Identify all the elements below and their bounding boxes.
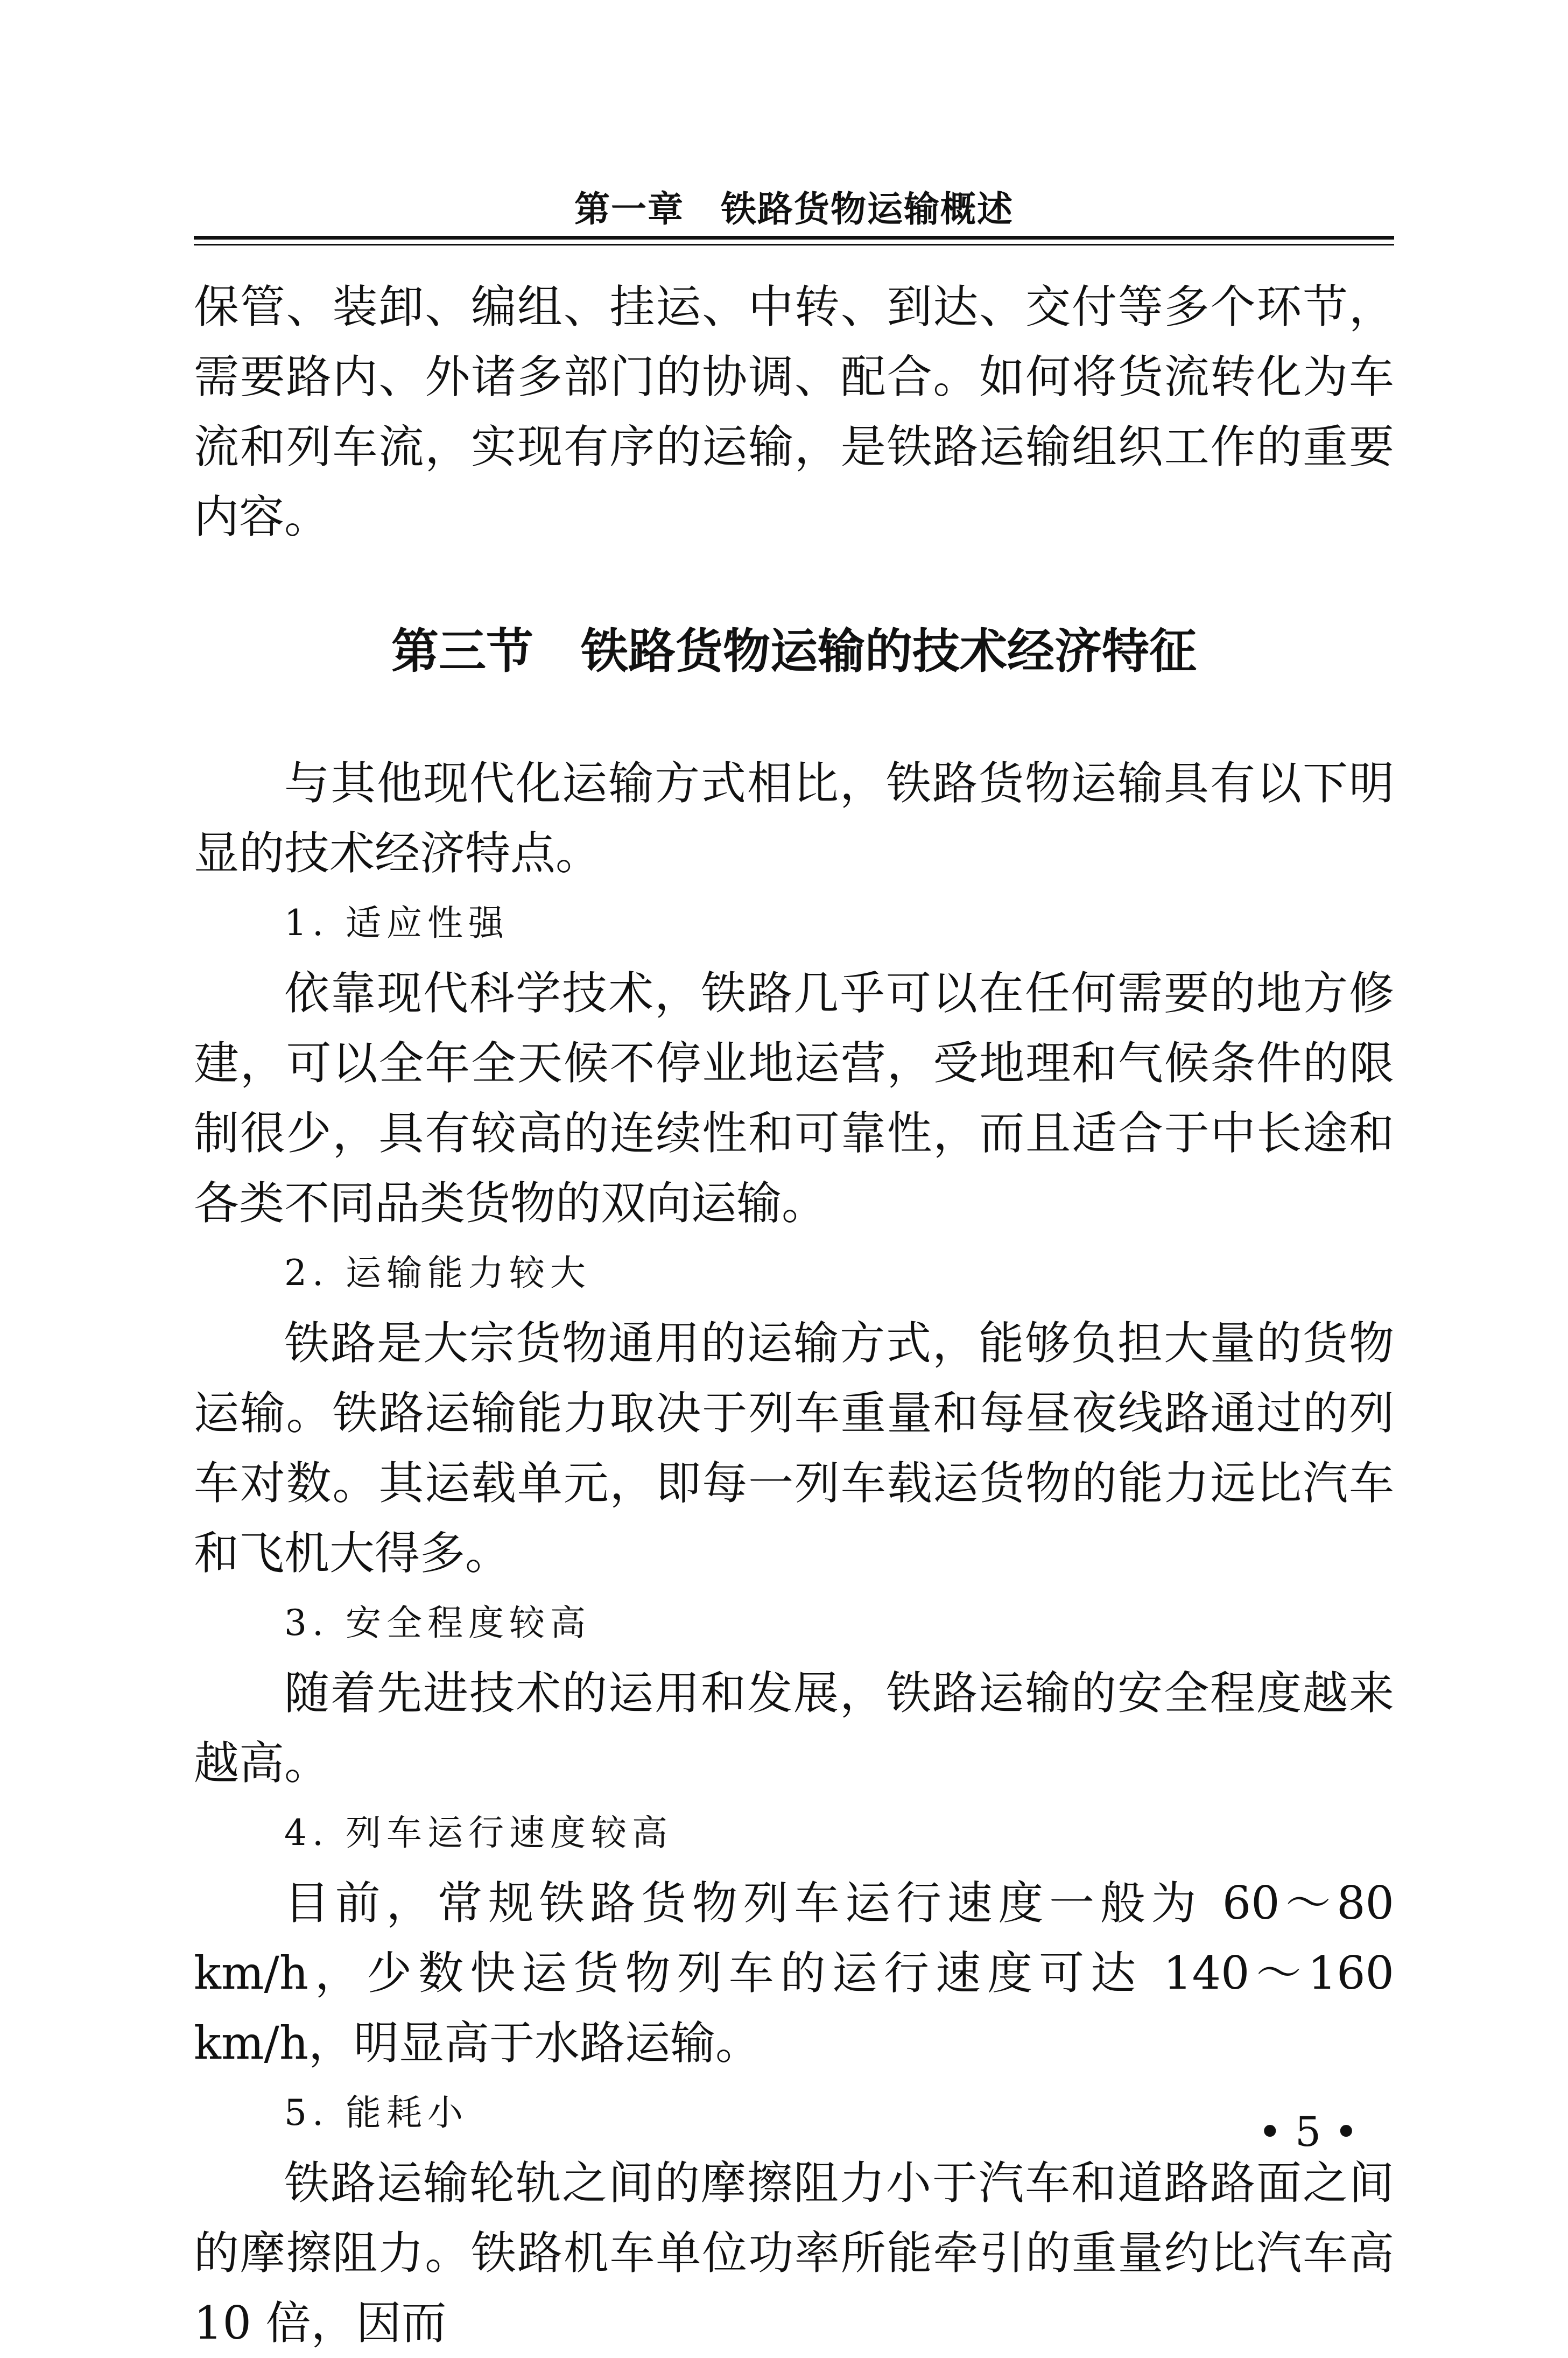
page-number: • 5 • [1257,2108,1359,2156]
running-head: 第一章 铁路货物运输概述 [574,188,1014,230]
body-text [194,272,1394,2358]
header-rule-thin [194,244,1394,245]
section-title: 第三节 铁路货物运输的技术经济特征 [391,623,1197,679]
item-heading: 1. 适应性强 [284,902,509,944]
item-text: 随着先进技术的运用和发展，铁路运输的安全程度越来越高。 [194,1667,1394,1789]
item-heading: 5. 能耗小 [284,2092,468,2134]
feature-item [194,1238,1394,1588]
item-text: 铁路是大宗货物通用的运输方式，能够负担大量的货物运输。铁路运输能力取决于列车重量和每昼夜线路通过的列车对数。其运载单元，即每一列车载运货物的能力远比汽车和飞机大得多。 [194,1317,1394,1580]
item-text: 依靠现代科学技术，铁路几乎可以在任何需要的地方修建，可以全年全天候不停业地运营，受地理和气候条件的限制很少，具有较高的连续性和可靠性，而且适合于中长途和各类不同品类货物的双向运输。 [194,967,1394,1230]
opening-paragraph: 保管、装卸、编组、挂运、中转、到达、交付等多个环节，需要路内、外诸多部门的协调、配合。如何将货流转化为车流和列车流，实现有序的运输，是铁路运输组织工作的重要内容。 [194,280,1394,543]
item-text: 目前，常规铁路货物列车运行速度一般为 60～80 km/h，少数快运货物列车的运行速度可达 140～160 km/h，明显高于水路运输。 [194,1877,1394,2069]
feature-item [194,2078,1394,2358]
item-text: 铁路运输轮轨之间的摩擦阻力小于汽车和道路路面之间的摩擦阻力。铁路机车单位功率所能牵引的重量约比汽车高 10 倍，因而 [194,2157,1394,2349]
item-heading: 3. 安全程度较高 [284,1602,591,1644]
feature-item [194,888,1394,1238]
item-heading: 2. 运输能力较大 [284,1252,591,1294]
header-rule-thick [194,236,1394,240]
item-heading: 4. 列车运行速度较高 [284,1812,673,1854]
feature-item [194,1798,1394,2078]
feature-item [194,1588,1394,1798]
section-intro: 与其他现代化运输方式相比，铁路货物运输具有以下明显的技术经济特点。 [194,757,1394,880]
